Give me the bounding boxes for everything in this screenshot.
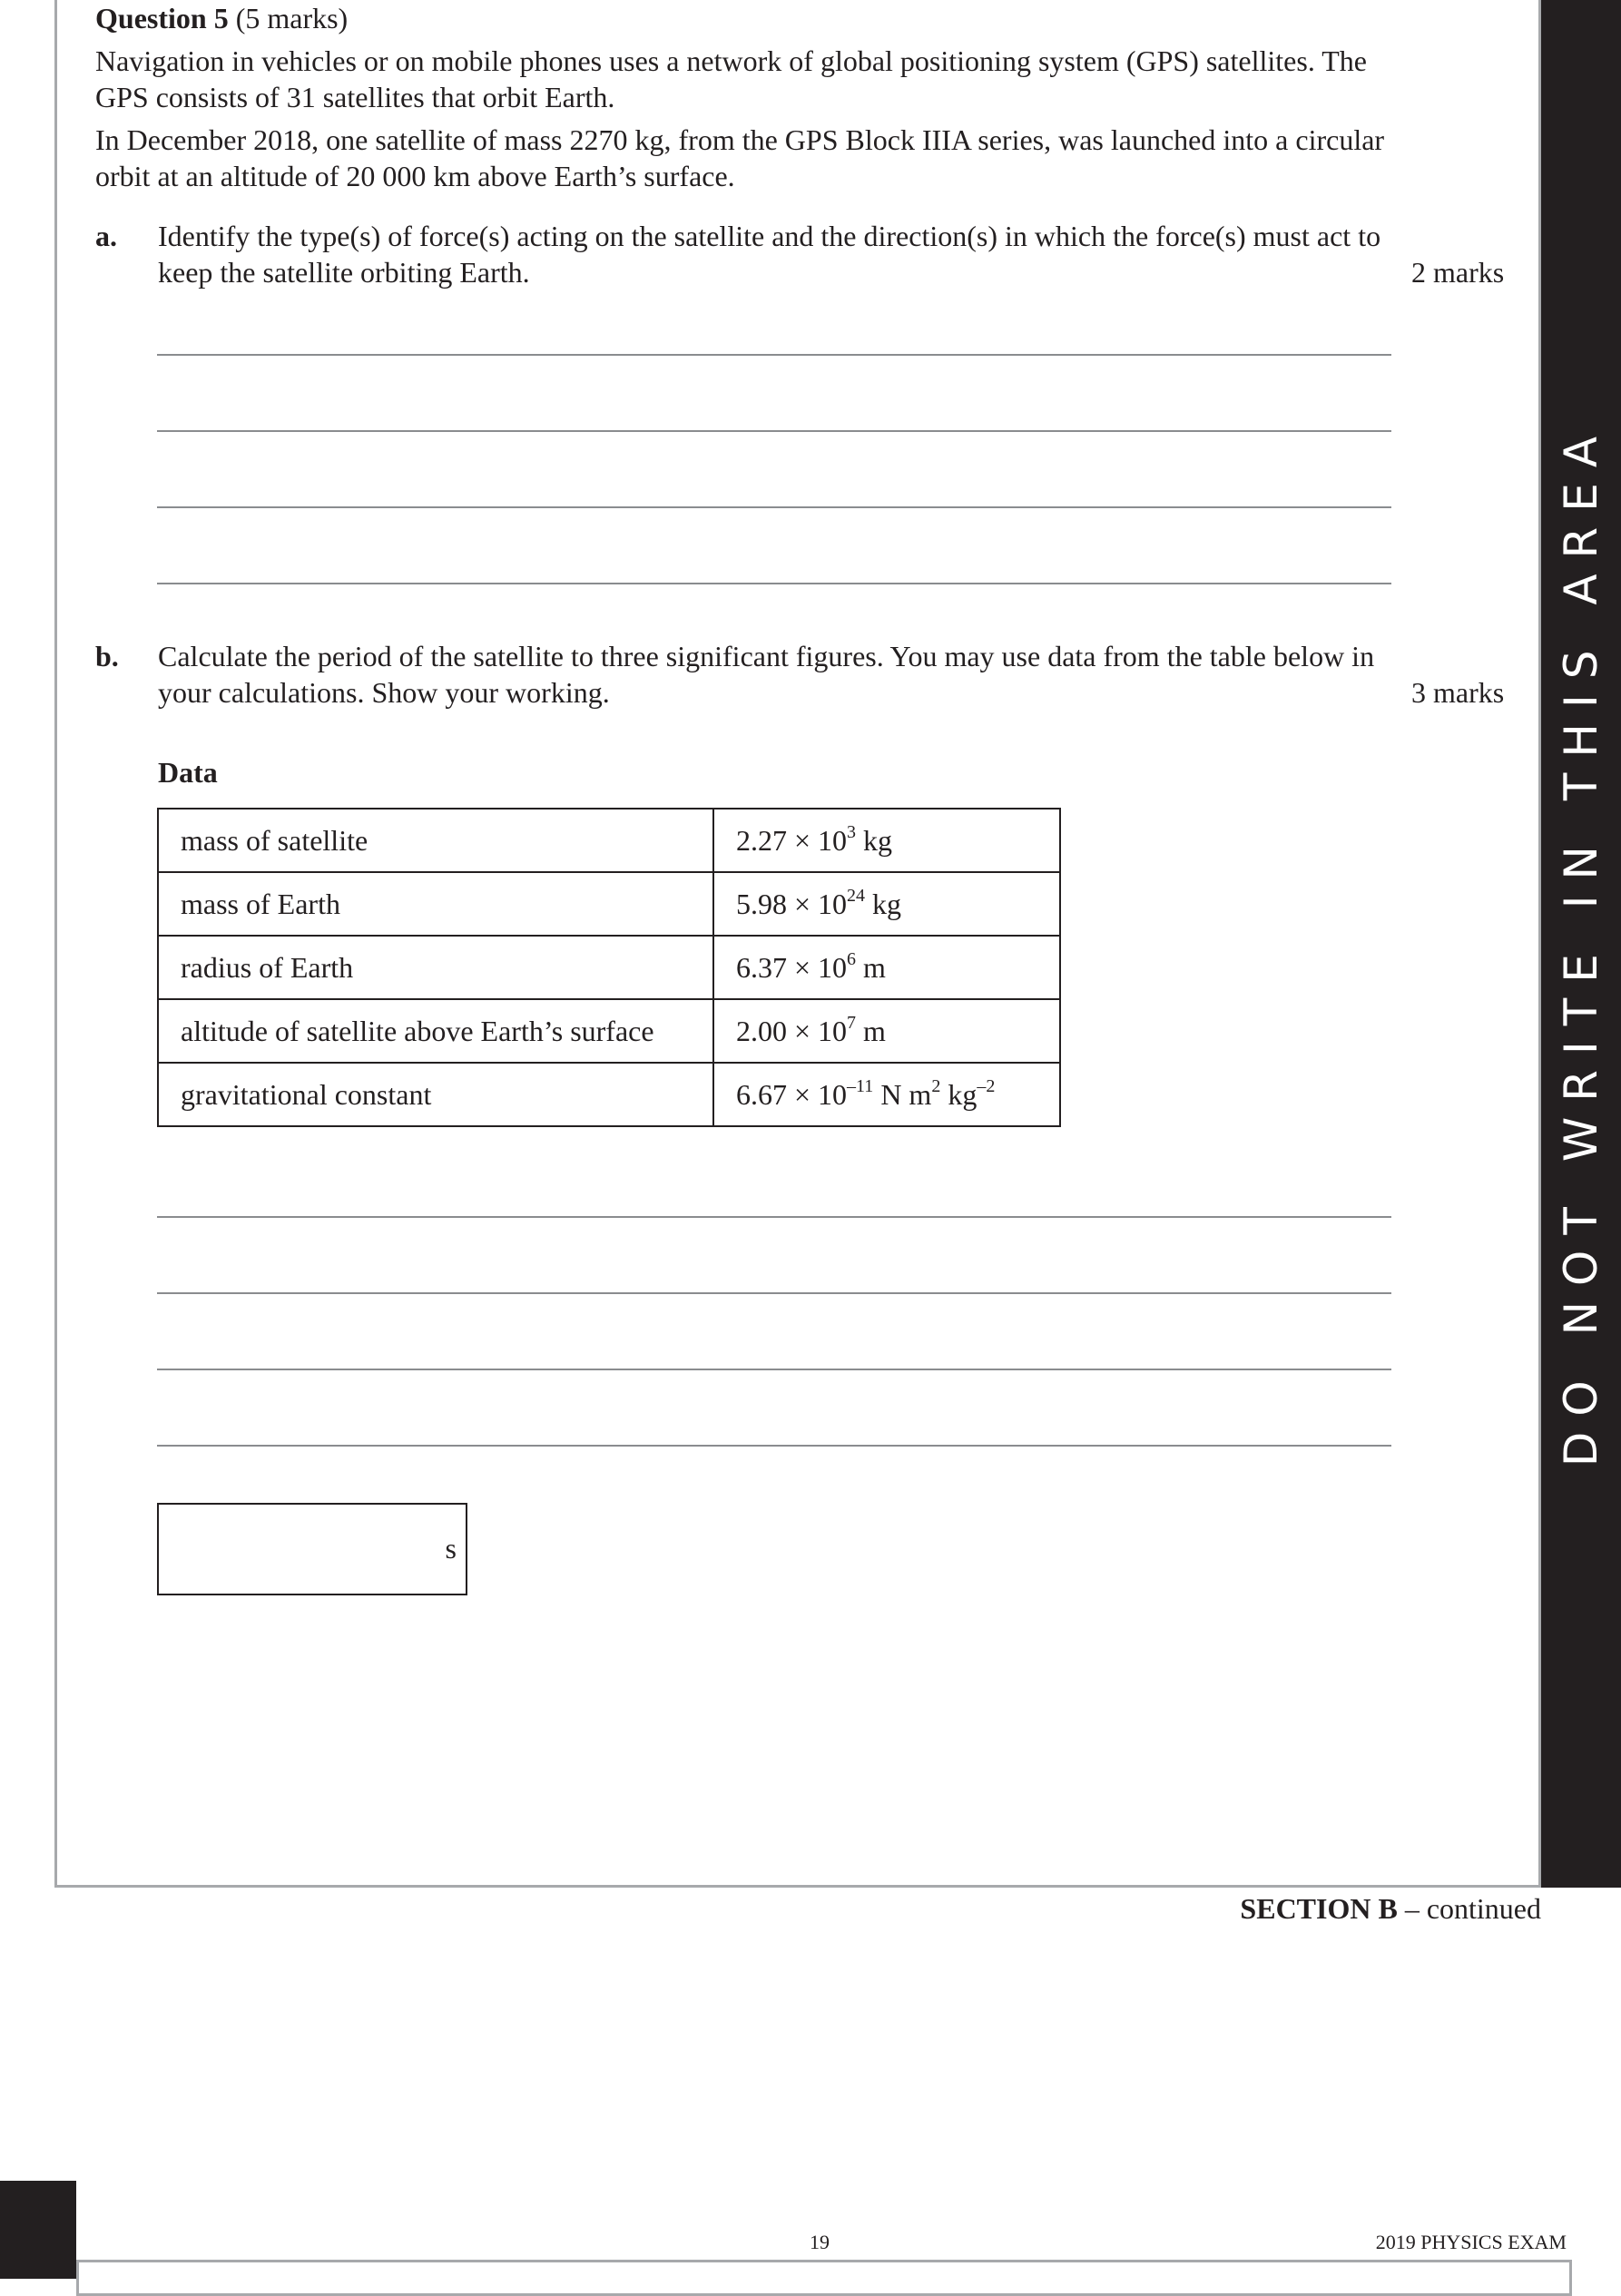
answer-line[interactable] — [157, 1292, 1391, 1294]
answer-line[interactable] — [157, 1445, 1391, 1447]
part-a-label: a. — [95, 220, 117, 252]
question-number: Question 5 — [95, 2, 229, 34]
part-a-text: Identify the type(s) of force(s) acting on the satellite and the direction(s) in which the force(s) must act to keep the satellite orbiting Earth. — [158, 220, 1381, 289]
table-row — [158, 936, 1060, 999]
table-row — [158, 999, 1060, 1063]
table-cell-value: $2.27 \times 10^3$ kg — [713, 809, 1060, 872]
answer-line[interactable] — [157, 354, 1391, 356]
section-footer — [1240, 1890, 1541, 1927]
corner-block — [0, 2181, 76, 2279]
section-name: SECTION B — [1240, 1892, 1398, 1925]
continued-label: – continued — [1397, 1892, 1541, 1925]
answer-line[interactable] — [157, 583, 1391, 584]
answer-box[interactable] — [157, 1503, 467, 1595]
table-cell-value: $5.98 \times 10^{24}$ kg — [713, 872, 1060, 936]
table-cell-label: mass of Earth — [158, 872, 713, 936]
part-a-marks: 2 marks — [1411, 256, 1505, 289]
table-row — [158, 809, 1060, 872]
margin-warning: DO NOT WRITE IN THIS AREA — [1555, 420, 1607, 1467]
question-title — [95, 0, 348, 36]
data-table — [157, 808, 1061, 1127]
part-b-label: b. — [95, 640, 119, 672]
table-cell-label: mass of satellite — [158, 809, 713, 872]
answer-line[interactable] — [157, 430, 1391, 432]
table-cell-value: $6.37 \times 10^6$ m — [713, 936, 1060, 999]
table-cell-label: gravitational constant — [158, 1063, 713, 1126]
table-cell-value: $6.67 \times 10^{-11}$ N $m^2$ $kg^{-2}$ — [713, 1063, 1060, 1126]
table-row — [158, 872, 1060, 936]
bottom-frame — [76, 2260, 1572, 2296]
part-b-text: Calculate the period of the satellite to three significant figures. You may use data from the table below in your calculations. Show your working. — [158, 640, 1375, 709]
page-number: 19 — [810, 2231, 830, 2253]
answer-line[interactable] — [157, 506, 1391, 508]
question-intro-1: Navigation in vehicles or on mobile phones uses a network of global positioning system (GPS) satellites. The GPS consists of 31 satellites that orbit Earth. — [95, 44, 1367, 113]
question-marks: (5 marks) — [235, 2, 349, 34]
table-cell-label: altitude of satellite above Earth’s surface — [158, 999, 713, 1063]
answer-line[interactable] — [157, 1369, 1391, 1370]
question-intro-2: In December 2018, one satellite of mass 2270 kg, from the GPS Block IIIA series, was launched into a circular orbit at an altitude of 20 000 km above Earth’s surface. — [95, 123, 1385, 192]
table-row — [158, 1063, 1060, 1126]
data-heading: Data — [158, 756, 218, 789]
table-cell-value: $2.00 \times 10^7$ m — [713, 999, 1060, 1063]
part-b-marks: 3 marks — [1411, 676, 1505, 709]
table-cell-label: radius of Earth — [158, 936, 713, 999]
answer-unit: s — [445, 1532, 457, 1565]
exam-name: 2019 PHYSICS EXAM — [1375, 2231, 1567, 2253]
answer-line[interactable] — [157, 1216, 1391, 1218]
